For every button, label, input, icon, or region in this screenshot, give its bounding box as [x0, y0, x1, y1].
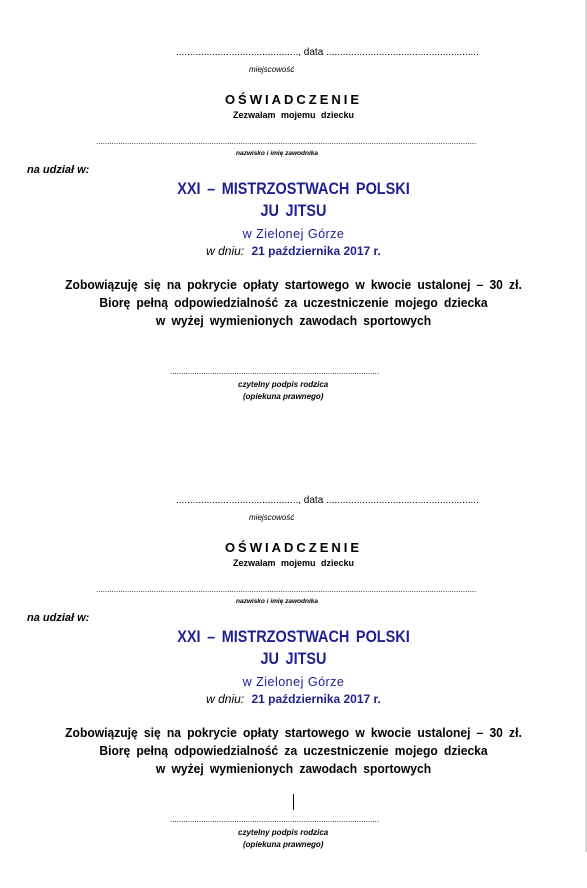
event-date-row: [0, 244, 587, 258]
place-label: miejscowość: [249, 65, 295, 74]
signature-label-2: (opiekuna prawnego): [243, 392, 324, 401]
statement-line3: w wyżej wymienionych zawodach sportowych: [155, 761, 432, 776]
statement-line1: Zobowiązuję się na pokrycie opłaty startowego w kwocie ustalonej – 30 zł.: [65, 725, 522, 740]
event-date: 21 października 2017 r.: [251, 244, 381, 258]
signature-line: ..............................................................................................: [170, 815, 379, 824]
place-date-line: ............................................, data .......................................................: [176, 495, 479, 506]
document-subtitle: Zezwalam mojemu dziecku: [232, 110, 355, 120]
participation-label: na udział w:: [27, 612, 90, 624]
statement-line2: Biorę pełną odpowiedzialność za uczestniczenie mojego dziecka: [99, 295, 488, 310]
document-title: OŚWIADCZENIE: [224, 540, 363, 555]
signature-label-2: (opiekuna prawnego): [243, 840, 324, 849]
place-label: miejscowość: [249, 513, 295, 522]
event-date-row: [0, 692, 587, 706]
event-date: 21 października 2017 r.: [251, 692, 381, 706]
event-place: w Zielonej Górze: [242, 227, 345, 241]
statement-line2: Biorę pełną odpowiedzialność za uczestniczenie mojego dziecka: [99, 743, 488, 758]
event-name-line1: XXI – MISTRZOSTWACH POLSKI: [177, 179, 410, 198]
statement-line1: Zobowiązuję się na pokrycie opłaty startowego w kwocie ustalonej – 30 zł.: [65, 277, 522, 292]
place-date-line: ............................................, data .......................................................: [176, 47, 479, 58]
event-place: w Zielonej Górze: [242, 675, 345, 689]
participation-label: na udział w:: [27, 164, 90, 176]
document-subtitle: Zezwalam mojemu dziecku: [232, 558, 355, 568]
form-section-2: [0, 448, 587, 888]
signature-line: ..............................................................................................: [170, 367, 379, 376]
name-line: ...........................................................................................................................................................................: [96, 585, 477, 594]
event-name-line1: XXI – MISTRZOSTWACH POLSKI: [177, 627, 410, 646]
event-name-line2: JU JITSU: [260, 201, 327, 220]
name-label: nazwisko i imię zawodnika: [236, 598, 318, 605]
statement-line3: w wyżej wymienionych zawodach sportowych: [155, 313, 432, 328]
signature-label-1: czytelny podpis rodzica: [238, 828, 329, 837]
date-prefix: w dniu:: [206, 692, 245, 706]
date-prefix: w dniu:: [206, 244, 245, 258]
signature-label-1: czytelny podpis rodzica: [238, 380, 329, 389]
text-cursor[interactable]: [293, 794, 294, 810]
name-line: ...........................................................................................................................................................................: [96, 137, 477, 146]
form-section-1: [0, 0, 587, 440]
name-label: nazwisko i imię zawodnika: [236, 150, 318, 157]
event-name-line2: JU JITSU: [260, 649, 327, 668]
document-title: OŚWIADCZENIE: [224, 92, 363, 107]
